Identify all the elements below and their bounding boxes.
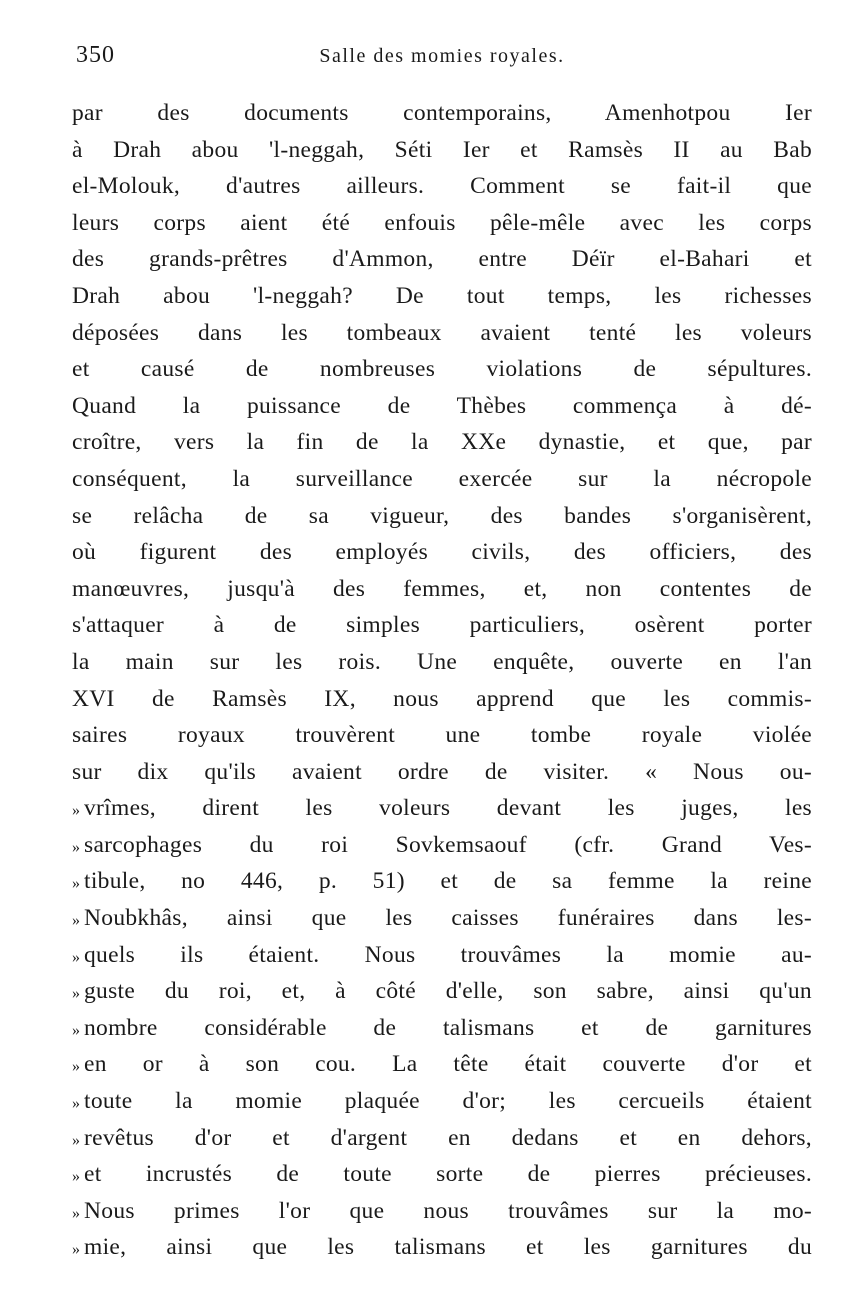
text-line (72, 790, 812, 827)
line-text: sur dix qu'ils avaient ordre de visiter. « Nous ou- (72, 758, 812, 785)
line-text: se relâcha de sa vigueur, des bandes s'organisèrent, (72, 502, 812, 529)
text-line (72, 863, 812, 900)
text-line (72, 571, 812, 608)
line-text: guste du roi, et, à côté d'elle, son sabre, ainsi qu'un (84, 978, 812, 1005)
text-line (72, 681, 812, 718)
line-text: Drah abou 'l-neggah? De tout temps, les richesses (72, 282, 812, 309)
text-line (72, 168, 812, 205)
text-line (72, 1083, 812, 1120)
line-text: croître, vers la fin de la XXe dynastie, et que, par (72, 429, 812, 456)
line-text: tibule, no 446, p. 51) et de sa femme la reine (84, 868, 812, 895)
body-text (72, 95, 812, 1266)
line-text: quels ils étaient. Nous trouvâmes la momie au- (84, 941, 812, 968)
text-line (72, 205, 812, 242)
text-line (72, 1229, 812, 1266)
text-line (72, 241, 812, 278)
quote-continuation-mark: » (72, 948, 81, 966)
text-line (72, 498, 812, 535)
text-line (72, 607, 812, 644)
page-number: 350 (76, 42, 115, 68)
line-text: en or à son cou. La tête était couverte d'or et (84, 1051, 812, 1078)
text-line (72, 278, 812, 315)
text-line (72, 717, 812, 754)
text-line (72, 644, 812, 681)
text-line (72, 1046, 812, 1083)
line-text: mie, ainsi que les talismans et les garnitures du (84, 1234, 812, 1261)
text-line (72, 900, 812, 937)
text-line (72, 1010, 812, 1047)
line-text: où figurent des employés civils, des officiers, des (72, 539, 812, 566)
line-text: à Drah abou 'l-neggah, Séti Ier et Ramsès II au Bab (72, 136, 812, 163)
text-line (72, 95, 812, 132)
line-text: vrîmes, dirent les voleurs devant les juges, les (84, 795, 812, 822)
line-text: revêtus d'or et d'argent en dedans et en dehors, (84, 1124, 812, 1151)
text-line (72, 1120, 812, 1157)
line-text: sarcophages du roi Sovkemsaouf (cfr. Grand Ves- (84, 831, 812, 858)
running-title: Salle des momies royales. (319, 45, 565, 67)
line-text: Noubkhâs, ainsi que les caisses funéraires dans les- (84, 905, 812, 932)
line-text: par des documents contemporains, Amenhotpou Ier (72, 100, 812, 126)
quote-continuation-mark: » (72, 912, 81, 930)
quote-continuation-mark: » (72, 1131, 81, 1149)
text-line (72, 754, 812, 791)
line-text: Nous primes l'or que nous trouvâmes sur la mo- (84, 1197, 812, 1224)
line-text: saires royaux trouvèrent une tombe royale violée (72, 722, 812, 749)
text-line (72, 534, 812, 571)
line-text: nombre considérable de talismans et de garnitures (84, 1014, 812, 1041)
line-text: des grands-prêtres d'Ammon, entre Déïr el-Bahari et (72, 246, 812, 273)
line-text: leurs corps aient été enfouis pêle-mêle avec les corps (72, 209, 812, 236)
text-line (72, 388, 812, 425)
quote-continuation-mark: » (72, 838, 81, 856)
quote-continuation-mark: » (72, 1241, 81, 1259)
line-text: toute la momie plaquée d'or; les cercueils étaient (84, 1088, 812, 1115)
line-text: et incrustés de toute sorte de pierres précieuses. (84, 1161, 812, 1188)
text-line (72, 461, 812, 498)
quote-continuation-mark: » (72, 1168, 81, 1186)
text-line (72, 315, 812, 352)
text-line (72, 351, 812, 388)
running-head (72, 42, 812, 76)
text-line (72, 424, 812, 461)
quote-continuation-mark: » (72, 1204, 81, 1222)
quote-continuation-mark: » (72, 1058, 81, 1076)
line-text: el-Molouk, d'autres ailleurs. Comment se fait-il que (72, 173, 812, 200)
text-line (72, 827, 812, 864)
quote-continuation-mark: » (72, 985, 81, 1003)
line-text: XVI de Ramsès IX, nous apprend que les commis- (72, 685, 812, 712)
line-text: conséquent, la surveillance exercée sur la nécropole (72, 465, 812, 492)
text-line (72, 1193, 812, 1230)
quote-continuation-mark: » (72, 1021, 81, 1039)
quote-continuation-mark: » (72, 802, 81, 820)
quote-continuation-mark: » (72, 875, 81, 893)
line-text: manœuvres, jusqu'à des femmes, et, non contentes de (72, 575, 812, 602)
text-line (72, 937, 812, 974)
line-text: la main sur les rois. Une enquête, ouverte en l'an (72, 648, 812, 675)
line-text: et causé de nombreuses violations de sépultures. (72, 356, 812, 383)
text-line (72, 132, 812, 169)
line-text: s'attaquer à de simples particuliers, osèrent porter (72, 612, 812, 639)
line-text: déposées dans les tombeaux avaient tenté les voleurs (72, 319, 812, 346)
text-line (72, 973, 812, 1010)
line-text: Quand la puissance de Thèbes commença à dé- (72, 392, 812, 419)
text-line (72, 1156, 812, 1193)
quote-continuation-mark: » (72, 1095, 81, 1113)
